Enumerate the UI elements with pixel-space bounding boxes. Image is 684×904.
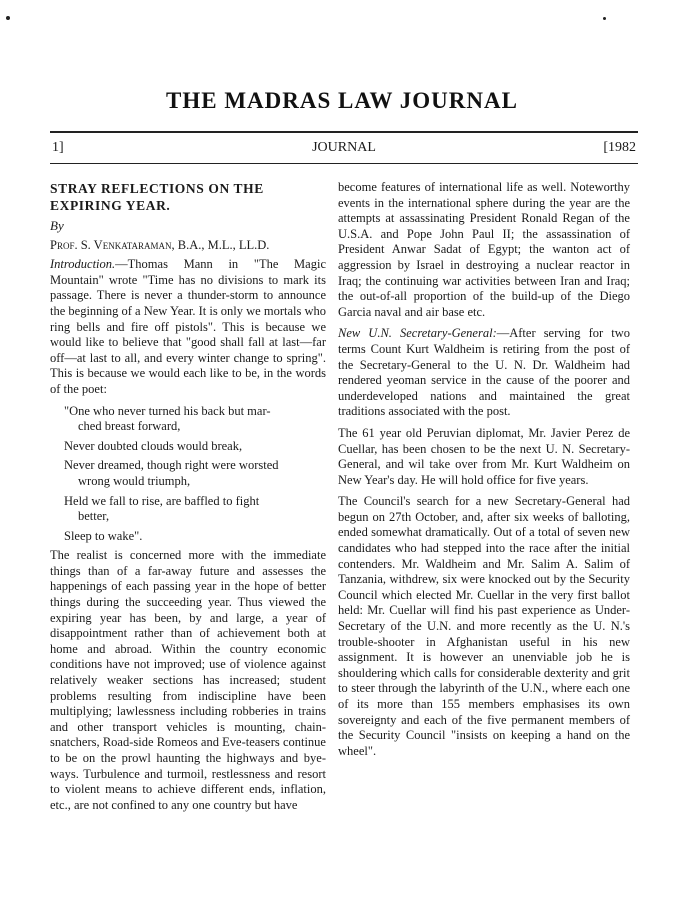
- article-title: STRAY REFLECTIONS ON THE EXPIRING YEAR.: [50, 181, 264, 213]
- running-head: [50, 140, 638, 160]
- page-speck: [6, 16, 10, 20]
- realist-paragraph: The realist is concerned more with the immediate things than of a far-away future and assesses the happenings of each passing year in the hope of better things during the succeeding year. Thus viewed the expiring year has been, by and large, a year of disappointment rather than of achievement both at home and abroad. Within the country economic conditions have not improved; use of violence against relatively weaker sections has increased; student problems resulting from indiscipline have been multiplying; lawlessness including robberies in trains and other transport vehicles is mounting, chain-snatchers, Road-side Romeos and Eve-teasers continue to be on the prowl haunting the highways and bye-ways. Turbulence and turmoil, restlessness and resort to violent means to achieve different ends, inflation, etc., are not confined to any one country but have: [50, 548, 326, 812]
- page-speck: [603, 17, 606, 20]
- masthead-rule-bottom: [50, 163, 638, 164]
- masthead-rule-top: [50, 131, 638, 133]
- peruvian-paragraph: The 61 year old Peruvian diplomat, Mr. Javier Perez de Cuellar, has been chosen to be the next U. N. Secretary-General, and wil take over from Mr. Kurt Waldheim on New Year's day. He will hold office for five years.: [338, 425, 630, 487]
- verse-line: Sleep to wake".: [64, 528, 143, 543]
- international-paragraph: become features of international life as well. Noteworthy events in the international sphere during the year are the attempts at assassinating President Ronald Regan of the U.S.A. and Pope John Paul II; the assassination of President Anwar Sadat of Egypt; the wanton act of aggression by Israel in destroying a nuclear reactor in Iraq; the continuing war activities between Iran and Iraq; the out-of-all proportion of the build-up of the Diego Garcia naval and air base etc.: [338, 180, 630, 319]
- byline-label: By: [50, 218, 64, 233]
- intro-paragraph: [50, 257, 326, 397]
- left-column: [50, 180, 326, 819]
- secretary-general-text: —After serving for two terms Count Kurt Waldheim is retiring from the post of the Secretary-General to the U. N. Dr. Waldheim had rendered yeoman service in the cause of the poorer and underdeveloped nations and maintained the great traditions associated with the post.: [338, 326, 630, 419]
- running-head-page: 1]: [52, 140, 64, 155]
- council-paragraph: The Council's search for a new Secretary-General had begun on 27th October, and, after six weeks of balloting, ended somewhat dramatically. Out of a total of seven new candidates who had stepped into the race after the initial contenders. Mr. Waldheim and Mr. Salim A. Salim of Tanzania, withdrew, six were knocked out by the Security Council which elected Mr. Cuellar in the very first ballot held: Mr. Cuellar will find his past experience as Under-Secretary of the U.N. and more recently as the U. N.'s trouble-shooter in Afghanistan useful in his new assignment. It is however an unenviable job he is shouldering which calls for considerable dexterity and grit to steer through the labyrinth of the U.N., where each one of its more than 155 members emphasises its own sovereignty and each of the five permanent members of the Security Council "insists on keeping a hand on the wheel".: [338, 494, 630, 758]
- article-author: Prof. S. Venkataraman, B.A., M.L., LL.D.: [50, 237, 270, 252]
- secretary-general-paragraph: [338, 326, 630, 420]
- running-head-year: [1982: [603, 140, 636, 155]
- verse-line: Never doubted clouds would break,: [64, 438, 243, 453]
- verse-line: Held we fall to rise, are baffled to fight better,: [64, 493, 260, 524]
- journal-masthead: THE MADRAS LAW JOURNAL: [166, 88, 518, 113]
- secretary-general-lead: New U.N. Secretary-General:: [338, 326, 497, 341]
- intro-lead: Introduction.: [50, 257, 116, 272]
- verse-line: Never dreamed, though right were worsted wrong would triumph,: [64, 458, 279, 488]
- verse-line: "One who never turned his back but mar- ched breast forward,: [64, 403, 271, 434]
- intro-text: —Thomas Mann in "The Magic Mountain" wrote "Time has no divisions to mark its passage. There is never a thunder-storm to announce the beginning of a New Year. It is only we mortals who ring bells and fire off pistols". This is because we would like to believe that "good shall fall at last—far off—at last to all, and every winter change to spring". This is because we would each like to be, in the words of the poet:: [50, 257, 327, 396]
- right-column: [338, 180, 630, 765]
- running-head-section: JOURNAL: [312, 140, 376, 155]
